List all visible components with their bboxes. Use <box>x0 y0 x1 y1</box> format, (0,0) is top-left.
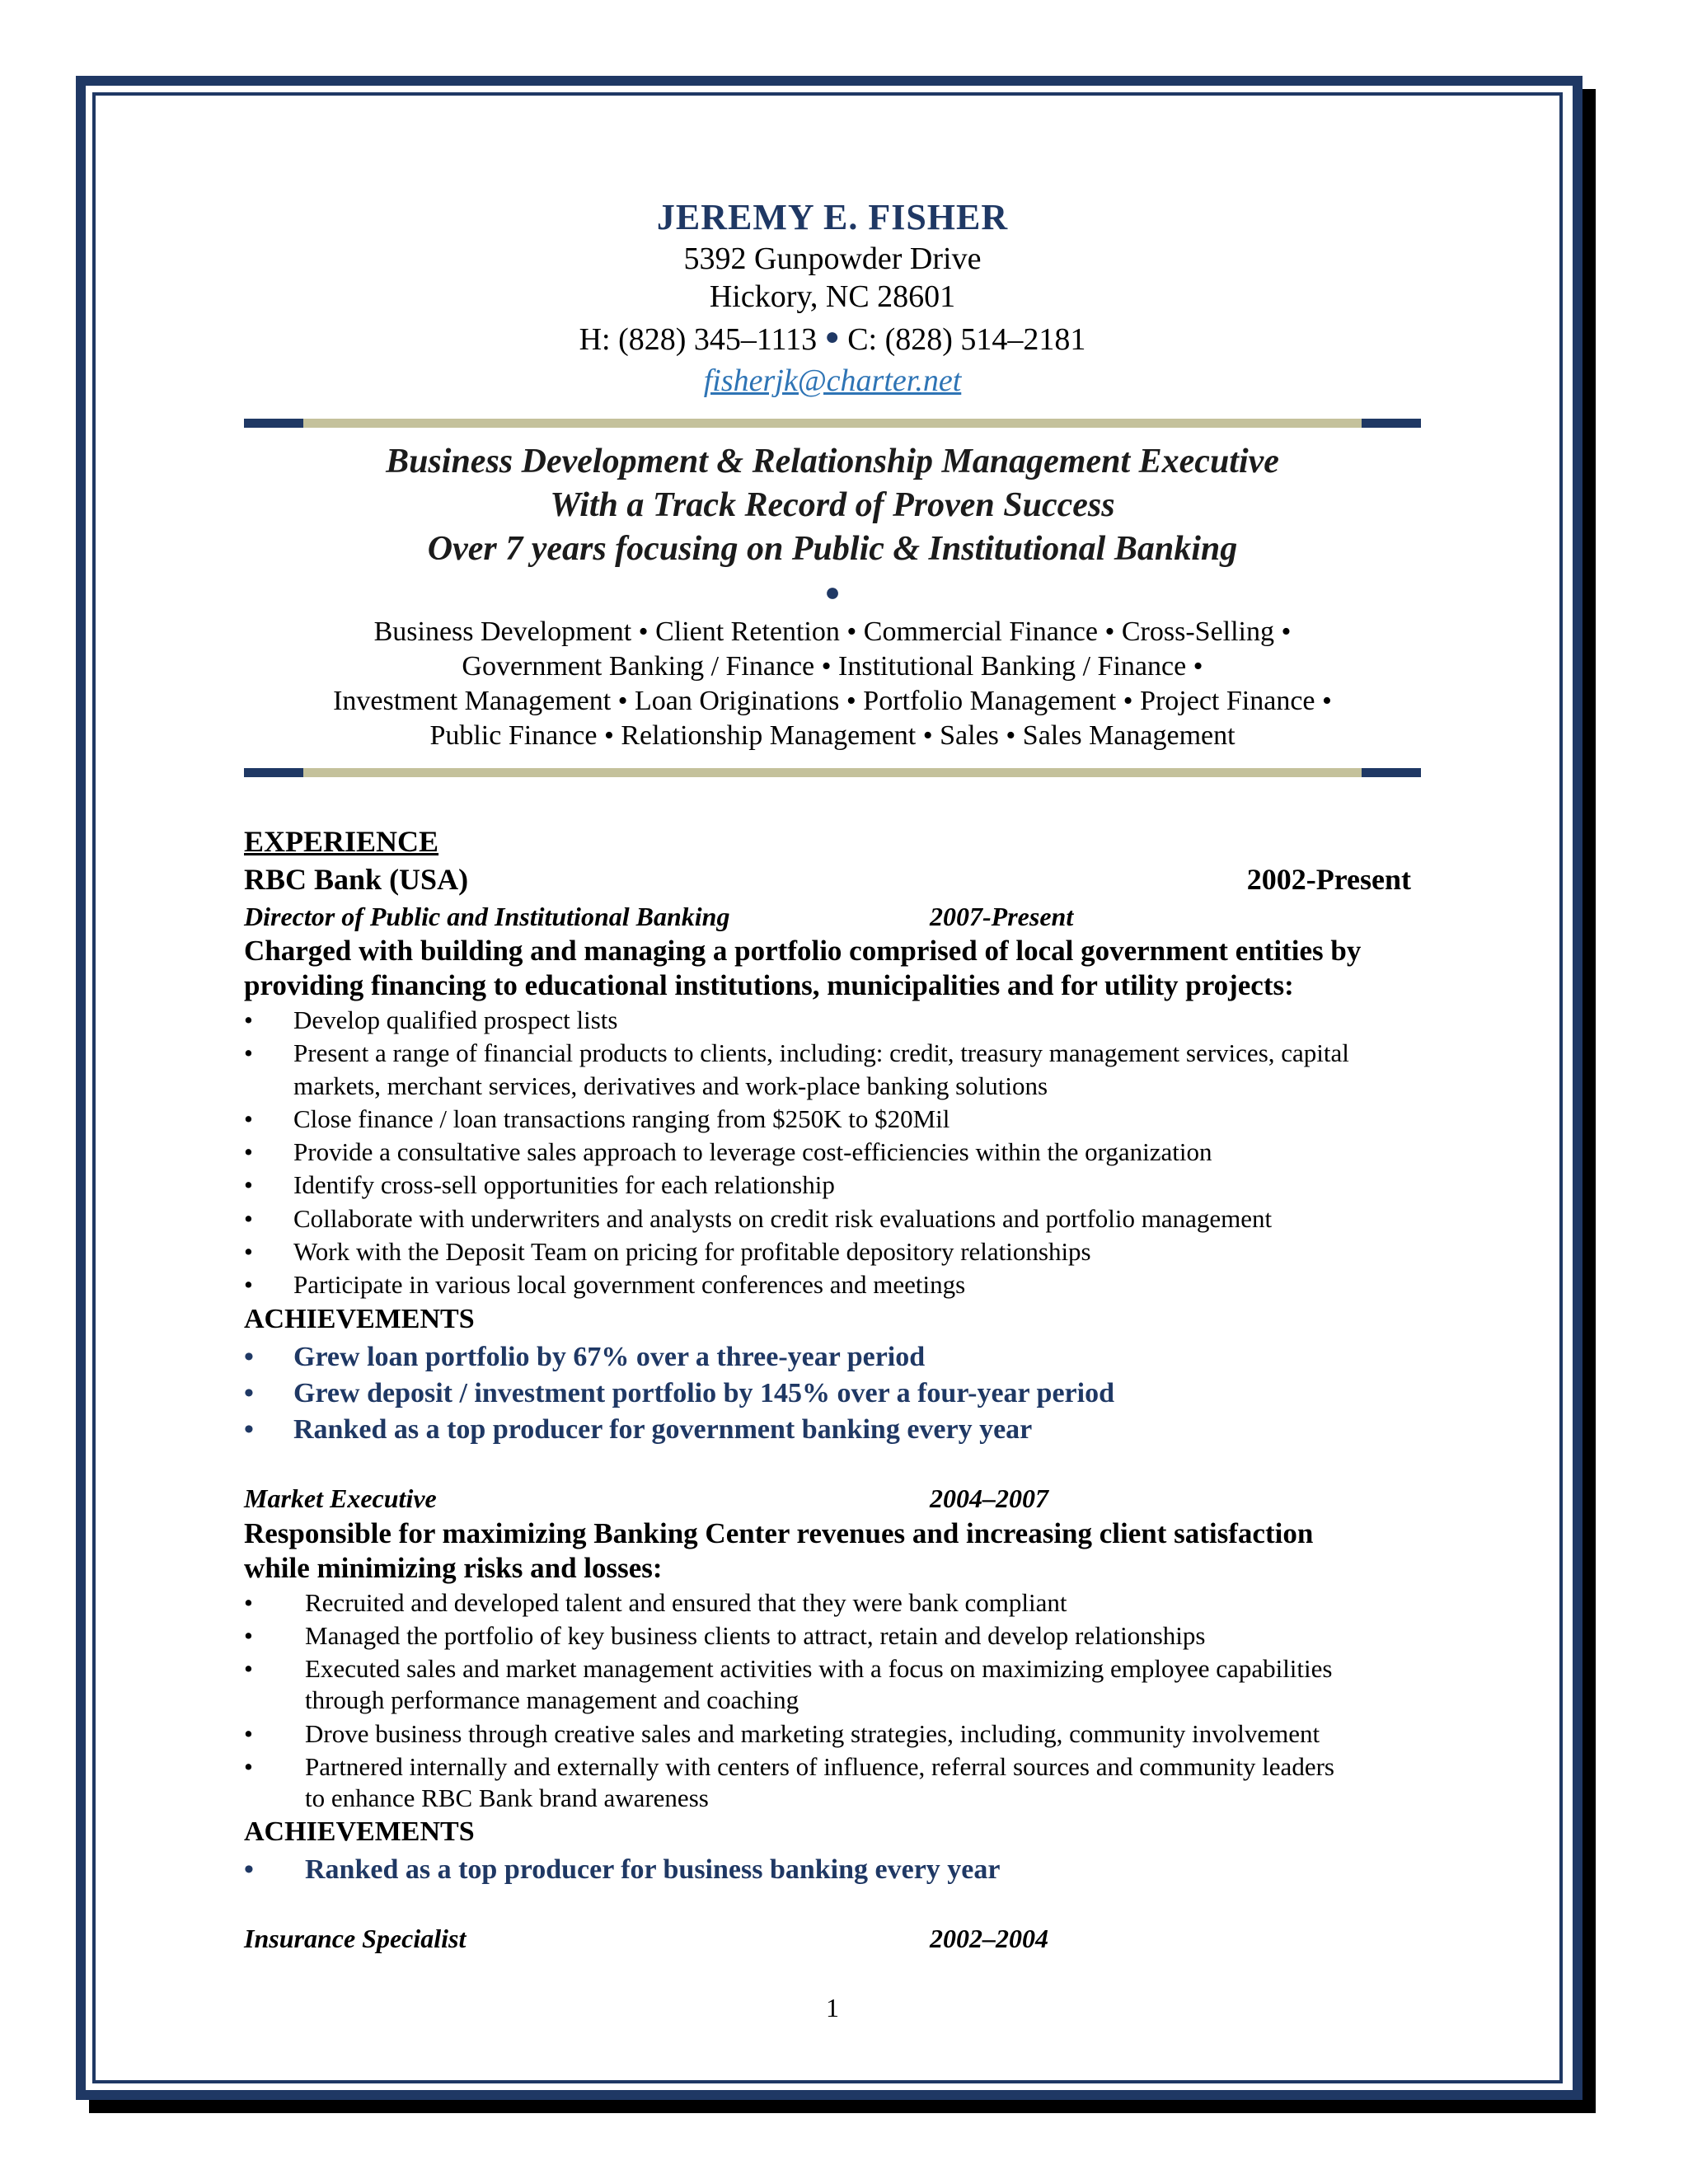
bullet-dot: • <box>244 1621 253 1650</box>
achievement-text: Grew loan portfolio by 67% over a three-year period <box>293 1342 926 1372</box>
bullet-dot: • <box>244 1414 254 1445</box>
headline-dot: ● <box>824 577 841 607</box>
bullet-text: Recruited and developed talent and ensured that they were bank compliant <box>305 1588 1067 1617</box>
list-item <box>244 1621 1205 1651</box>
address-line-2: Hickory, NC 28601 <box>709 279 956 314</box>
role-1-dates: 2007-Present <box>930 902 1074 931</box>
bullet-text-continued: to enhance RBC Bank brand awareness <box>305 1783 709 1812</box>
bullet-dot: • <box>244 1854 254 1885</box>
experience-heading: EXPERIENCE <box>244 825 439 858</box>
role-1-desc-1: Charged with building and managing a portfolio comprised of local government entities by <box>244 935 1362 967</box>
achievement-item <box>244 1342 925 1373</box>
bullet-text: Present a range of financial products to clients, including: credit, treasury management services, capital <box>293 1038 1349 1067</box>
divider-cap-right <box>1362 419 1421 428</box>
bullet-dot: • <box>244 1270 253 1299</box>
bullet-text: Work with the Deposit Team on pricing for profitable depository relationships <box>293 1237 1091 1266</box>
bullet-dot: • <box>244 1237 253 1266</box>
list-item <box>244 1719 1320 1749</box>
skills-line-3: Investment Management • Loan Originations • Portfolio Management • Project Finance • <box>333 686 1332 716</box>
bullet-text: Collaborate with underwriters and analysts on credit risk evaluations and portfolio management <box>293 1204 1273 1233</box>
bullet-text: Develop qualified prospect lists <box>293 1005 618 1034</box>
achievement-text: Grew deposit / investment portfolio by 145% over a four-year period <box>293 1378 1114 1408</box>
list-item <box>244 1237 1091 1267</box>
achievement-item <box>244 1854 1001 1886</box>
role-3-title: Insurance Specialist <box>244 1924 467 1953</box>
company-dates: 2002-Present <box>1246 863 1411 896</box>
bullet-text: Participate in various local government conferences and meetings <box>293 1270 966 1299</box>
skills-line-4: Public Finance • Relationship Management • Sales • Sales Management <box>429 720 1236 751</box>
achievement-text: Ranked as a top producer for government banking every year <box>293 1414 1033 1445</box>
bullet-text-continued: through performance management and coaching <box>305 1685 799 1714</box>
achievement-item <box>244 1378 1114 1409</box>
headline-3: Over 7 years focusing on Public & Institutional Banking <box>427 530 1238 568</box>
phone-separator-dot: ● <box>824 323 840 350</box>
role-2-desc-2: while minimizing risks and losses: <box>244 1552 663 1584</box>
list-item <box>244 1270 965 1300</box>
bullet-text: Drove business through creative sales and marketing strategies, including, community involvement <box>305 1719 1320 1748</box>
bullet-dot: • <box>244 1654 253 1683</box>
achievements-heading: ACHIEVEMENTS <box>244 1816 475 1847</box>
achievements-heading: ACHIEVEMENTS <box>244 1304 475 1334</box>
list-item <box>244 1170 835 1200</box>
divider-cap-left <box>244 419 303 428</box>
bullet-text: Identify cross-sell opportunities for each relationship <box>293 1170 835 1199</box>
bullet-dot: • <box>244 1005 253 1034</box>
bullet-dot: • <box>244 1170 253 1199</box>
list-item <box>244 1005 617 1035</box>
phone-line <box>244 321 1421 358</box>
achievement-item <box>244 1414 1032 1446</box>
bullet-dot: • <box>244 1137 253 1166</box>
divider-top <box>244 419 1421 428</box>
address-line-1: 5392 Gunpowder Drive <box>683 241 982 276</box>
headline-1: Business Development & Relationship Management Executive <box>386 443 1279 480</box>
phone-cell: C: (828) 514–2181 <box>847 322 1086 357</box>
email-link[interactable]: fisherjk@charter.net <box>703 363 962 398</box>
divider-cap-right <box>1362 768 1421 777</box>
page-number: 1 <box>826 1993 839 2022</box>
role-2-title: Market Executive <box>244 1483 437 1513</box>
list-item <box>244 1752 1334 1782</box>
skills-line-2: Government Banking / Finance • Institutional Banking / Finance • <box>462 651 1203 682</box>
role-2-dates: 2004–2007 <box>930 1483 1048 1513</box>
list-item <box>244 1588 1067 1618</box>
bullet-dot: • <box>244 1104 253 1133</box>
bullet-dot: • <box>244 1038 253 1067</box>
phone-home: H: (828) 345–1113 <box>579 322 818 357</box>
headline-2: With a Track Record of Proven Success <box>550 486 1115 524</box>
role-2-desc-1: Responsible for maximizing Banking Center revenues and increasing client satisfaction <box>244 1517 1314 1549</box>
resume-page <box>244 165 1421 2022</box>
bullet-text: Partnered internally and externally with centers of influence, referral sources and community leaders <box>305 1752 1334 1781</box>
list-item <box>244 1038 1349 1068</box>
list-item <box>244 1204 1272 1234</box>
company-name: RBC Bank (USA) <box>244 863 469 896</box>
bullet-text: Managed the portfolio of key business clients to attract, retain and develop relationships <box>305 1621 1206 1650</box>
role-1-title: Director of Public and Institutional Banking <box>244 902 730 931</box>
list-item <box>244 1654 1332 1684</box>
list-item <box>244 1104 950 1134</box>
bullet-dot: • <box>244 1719 253 1748</box>
achievement-text: Ranked as a top producer for business banking every year <box>305 1854 1001 1885</box>
skills-line-1: Business Development • Client Retention • Commercial Finance • Cross-Selling • <box>373 616 1292 647</box>
bullet-text: Executed sales and market management activities with a focus on maximizing employee capabilities <box>305 1654 1333 1683</box>
divider-bottom <box>244 768 1421 777</box>
bullet-dot: • <box>244 1588 253 1617</box>
candidate-name: JEREMY E. FISHER <box>656 197 1009 237</box>
divider-cap-left <box>244 768 303 777</box>
bullet-text: Close finance / loan transactions ranging from $250K to $20Mil <box>293 1104 950 1133</box>
bullet-dot: • <box>244 1204 253 1233</box>
bullet-dot: • <box>244 1342 254 1372</box>
role-3-dates: 2002–2004 <box>930 1924 1048 1953</box>
role-1-desc-2: providing financing to educational institutions, municipalities and for utility projects: <box>244 969 1294 1001</box>
bullet-text: Provide a consultative sales approach to leverage cost-efficiencies within the organization <box>293 1137 1212 1166</box>
bullet-dot: • <box>244 1752 253 1781</box>
bullet-dot: • <box>244 1378 254 1408</box>
list-item <box>244 1137 1212 1167</box>
bullet-text-continued: markets, merchant services, derivatives and work-place banking solutions <box>293 1071 1048 1100</box>
